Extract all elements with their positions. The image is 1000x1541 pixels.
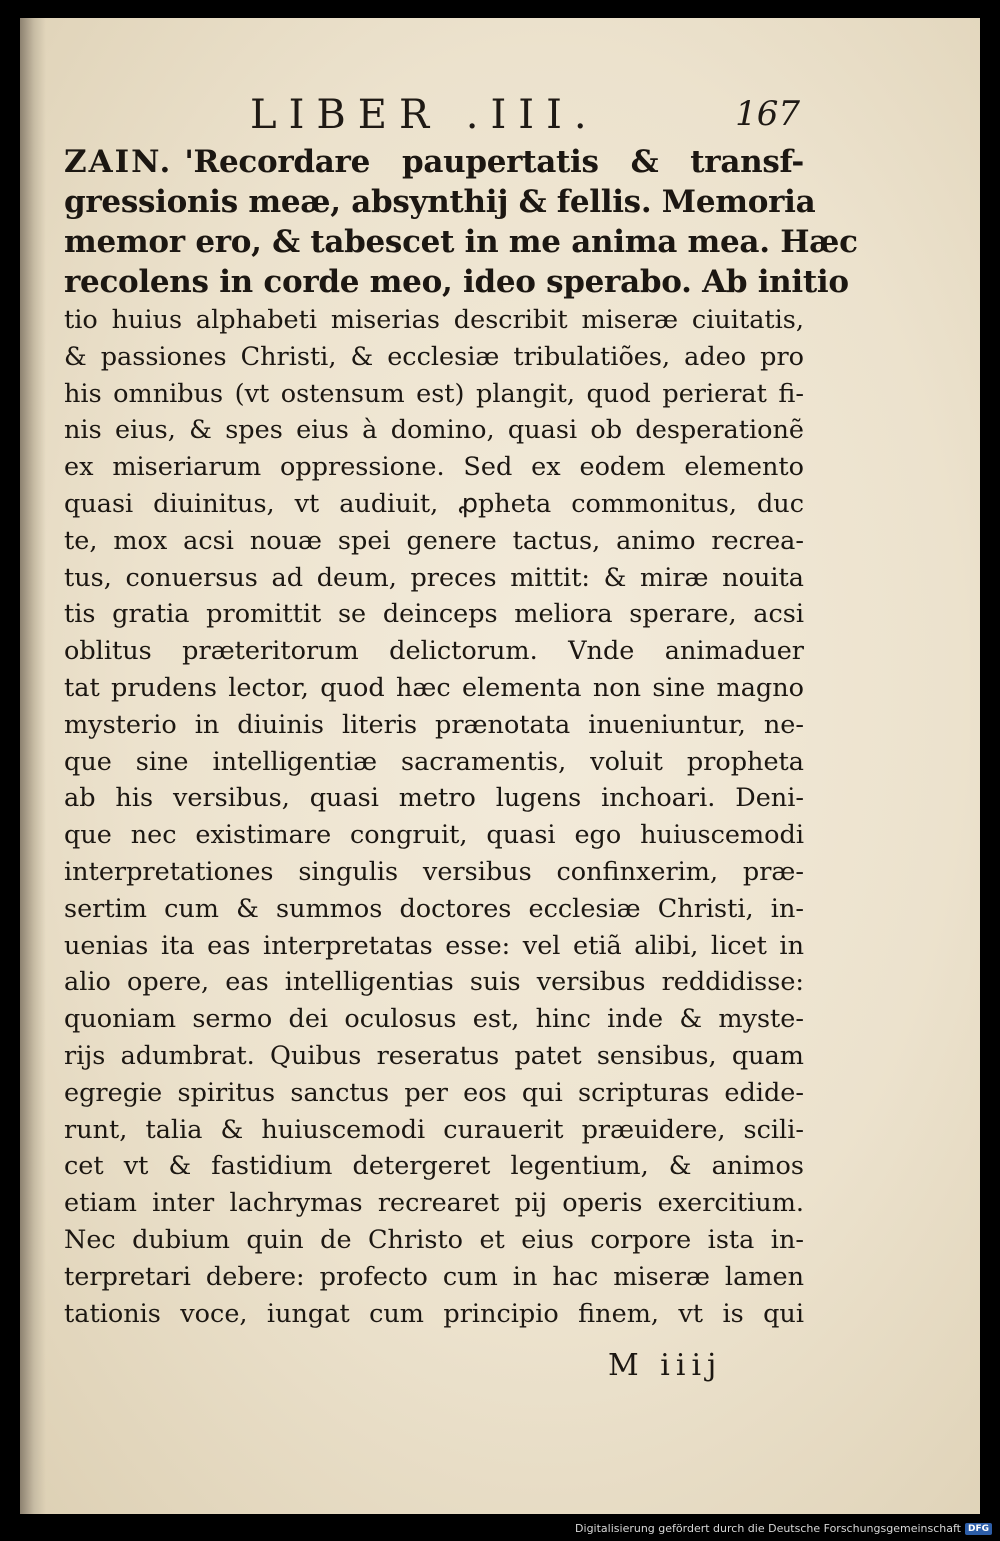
text-line: ex miseriarum oppressione. Sed ex eodem elemento: [64, 452, 804, 483]
text-line: his omnibus (vt ostensum est) plangit, quod perierat fi-: [64, 378, 804, 409]
text-line: ab his versibus, quasi metro lugens inchoari. Deni-: [64, 783, 804, 814]
text-line: alio opere, eas intelligentias suis versibus reddidisse:: [64, 967, 804, 998]
text-line: nis eius, & spes eius à domino, quasi ob desperationẽ: [64, 415, 804, 446]
digitization-credit: [575, 1522, 992, 1535]
text-line: interpretationes singulis versibus confinxerim, præ-: [64, 856, 804, 887]
text-line: memor ero, & tabescet in me anima mea. Hæc: [64, 224, 858, 260]
text-line: mysterio in diuinis literis prænotata inueniuntur, ne-: [64, 709, 804, 740]
text-line: ZAIN. 'Recordare paupertatis & transf-: [64, 144, 804, 180]
text-line: recolens in corde meo, ideo sperabo. Ab initio: [64, 264, 849, 300]
text-line: tis gratia promittit se deinceps meliora sperare, acsi: [64, 599, 804, 630]
text-line: terpretari debere: profecto cum in hac miseræ lamen: [64, 1261, 804, 1292]
text-line: etiam inter lachrymas recrearet pij operis exercitium.: [64, 1188, 804, 1219]
signature-mark: M iiij: [608, 1348, 723, 1383]
text-line: Nec dubium quin de Christo et eius corpore ista in-: [64, 1224, 804, 1255]
text-line: que nec existimare congruit, quasi ego huiuscemodi: [64, 820, 804, 851]
text-line: & passiones Christi, & ecclesiæ tribulatiões, adeo pro: [64, 341, 804, 372]
text-line: tat prudens lector, quod hæc elementa non sine magno: [64, 672, 804, 703]
text-line: rijs adumbrat. Quibus reseratus patet sensibus, quam: [64, 1040, 804, 1071]
text-line: quasi diuinitus, vt audiuit, ꝓpheta commonitus, duc: [64, 488, 804, 519]
text-line: tationis voce, iungat cum principio finem, vt is qui: [64, 1298, 804, 1329]
page-header: [250, 92, 810, 142]
main-text-block: [64, 142, 858, 1332]
dfg-logo: DFG: [965, 1523, 992, 1535]
section-label: ZAIN.: [64, 144, 173, 180]
text-line: uenias ita eas interpretatas esse: vel etiã alibi, licet in: [64, 930, 804, 961]
running-head: LIBER .III.: [250, 92, 599, 138]
page-gutter-shadow: [20, 18, 46, 1514]
text-line: tio huius alphabeti miserias describit miseræ ciuitatis,: [64, 305, 804, 335]
text-line: runt, talia & huiuscemodi curauerit præuidere, scili-: [64, 1114, 804, 1145]
credit-text: Digitalisierung gefördert durch die Deutsche Forschungsgemeinschaft: [575, 1522, 961, 1535]
text-line: te, mox acsi nouæ spei genere tactus, animo recrea-: [64, 525, 804, 556]
text-line: oblitus præteritorum delictorum. Vnde animaduer: [64, 636, 804, 667]
text-line: sertim cum & summos doctores ecclesiæ Christi, in-: [64, 893, 804, 924]
text-line: tus, conuersus ad deum, preces mittit: & miræ nouita: [64, 562, 804, 593]
text-line: egregie spiritus sanctus per eos qui scripturas edide-: [64, 1077, 804, 1108]
book-page: [20, 18, 980, 1514]
text-line: cet vt & fastidium detergeret legentium, & animos: [64, 1151, 804, 1182]
text-line: que sine intelligentiæ sacramentis, voluit propheta: [64, 746, 804, 777]
text-line: quoniam sermo dei oculosus est, hinc inde & myste-: [64, 1004, 804, 1035]
text-line: gressionis meæ, absynthij & fellis. Memoria: [64, 184, 816, 220]
page-number: 167: [735, 94, 800, 134]
